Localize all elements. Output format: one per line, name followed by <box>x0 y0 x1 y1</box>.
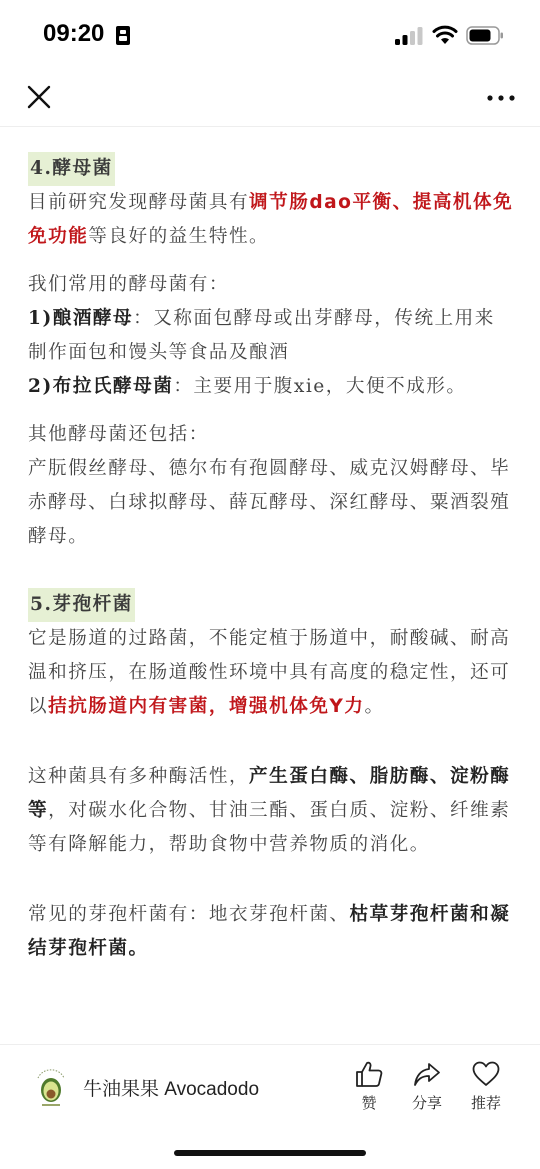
bottom-action-bar <box>0 1044 540 1135</box>
home-indicator[interactable] <box>174 1150 366 1156</box>
share-arrow-icon <box>412 1059 442 1089</box>
list-item-boulardii <box>28 370 514 404</box>
battery-icon <box>466 26 504 45</box>
item-text: ：主要用于腹xie，大便不成形。 <box>173 376 467 397</box>
account-name[interactable]: 牛油果果 Avocadodo <box>83 1079 260 1100</box>
text-span: 目前研究发现酵母菌具有 <box>28 192 250 213</box>
like-button[interactable] <box>344 1059 394 1113</box>
paragraph-common-yeast-intro: 我们常用的酵母菌有： <box>28 274 229 295</box>
bold-text: 产生蛋白酶、脂肪酶、淀粉酶等 <box>28 766 511 821</box>
highlight-red-text: 拮抗肠道内有害菌，增强机体免Y力 <box>48 696 365 717</box>
wifi-icon <box>432 25 458 45</box>
recommend-button[interactable] <box>461 1059 511 1113</box>
sim-card-icon <box>116 26 130 45</box>
section-heading-yeast: 4.酵母菌 <box>28 152 115 186</box>
close-icon[interactable] <box>24 82 54 112</box>
paragraph-yeast-intro <box>28 186 514 254</box>
text-span: 这种菌具有多种酶活性， <box>28 766 250 787</box>
share-button[interactable] <box>402 1059 452 1113</box>
text-span: ，对碳水化合物、甘油三酯、蛋白质、淀粉、纤维素等有降解能力，帮助食物中营养物质的消化。 <box>28 800 511 855</box>
text-span: 等良好的益生特性。 <box>88 226 270 247</box>
recommend-label: 推荐 <box>470 1094 501 1112</box>
avocado-avatar-icon[interactable] <box>32 1065 70 1109</box>
nav-bar <box>0 70 540 127</box>
paragraph-enzyme-activity <box>28 760 514 862</box>
item-text: ：又称面包酵母或出芽酵母，传统上用来制作面包和馒头等食品及酿酒 <box>28 308 495 363</box>
paragraph-bacillus-intro <box>28 622 514 724</box>
status-bar <box>0 0 540 70</box>
list-item-saccharomyces <box>28 302 514 370</box>
highlight-red-text: 调节肠dao平衡、提高机体免免功能 <box>28 192 514 247</box>
cellular-signal-icon <box>395 27 423 45</box>
text-span: 。 <box>364 696 385 717</box>
paragraph-other-yeast-list: 产朊假丝酵母、德尔布有孢圆酵母、威克汉姆酵母、毕赤酵母、白球拟酵母、薛瓦酵母、深红酵母、粟酒裂殖酵母。 <box>28 458 511 547</box>
heart-icon <box>471 1059 501 1089</box>
status-time: 09:20 <box>43 20 105 47</box>
item-label: 2)布拉氏酵母菌 <box>28 376 174 397</box>
item-label: 1)酿酒酵母 <box>28 308 134 329</box>
text-span: 它是肠道的过路菌，不能定植于肠道中，耐酸碱、耐高温和挤压，在肠道酸性环境中具有高度的稳定性，还可以 <box>28 628 511 717</box>
paragraph-common-bacillus <box>28 898 514 966</box>
paragraph-other-yeast-intro: 其他酵母菌还包括： <box>28 424 209 445</box>
thumbs-up-icon <box>354 1059 384 1089</box>
more-options-icon[interactable] <box>486 88 516 108</box>
section-heading-bacillus: 5.芽孢杆菌 <box>28 588 135 622</box>
like-label: 赞 <box>361 1094 377 1112</box>
share-label: 分享 <box>411 1094 442 1112</box>
article-body <box>28 150 514 966</box>
bold-text: 枯草芽孢杆菌和凝结芽孢杆菌。 <box>28 904 511 959</box>
text-span: 常见的芽孢杆菌有：地衣芽孢杆菌、 <box>28 904 350 925</box>
